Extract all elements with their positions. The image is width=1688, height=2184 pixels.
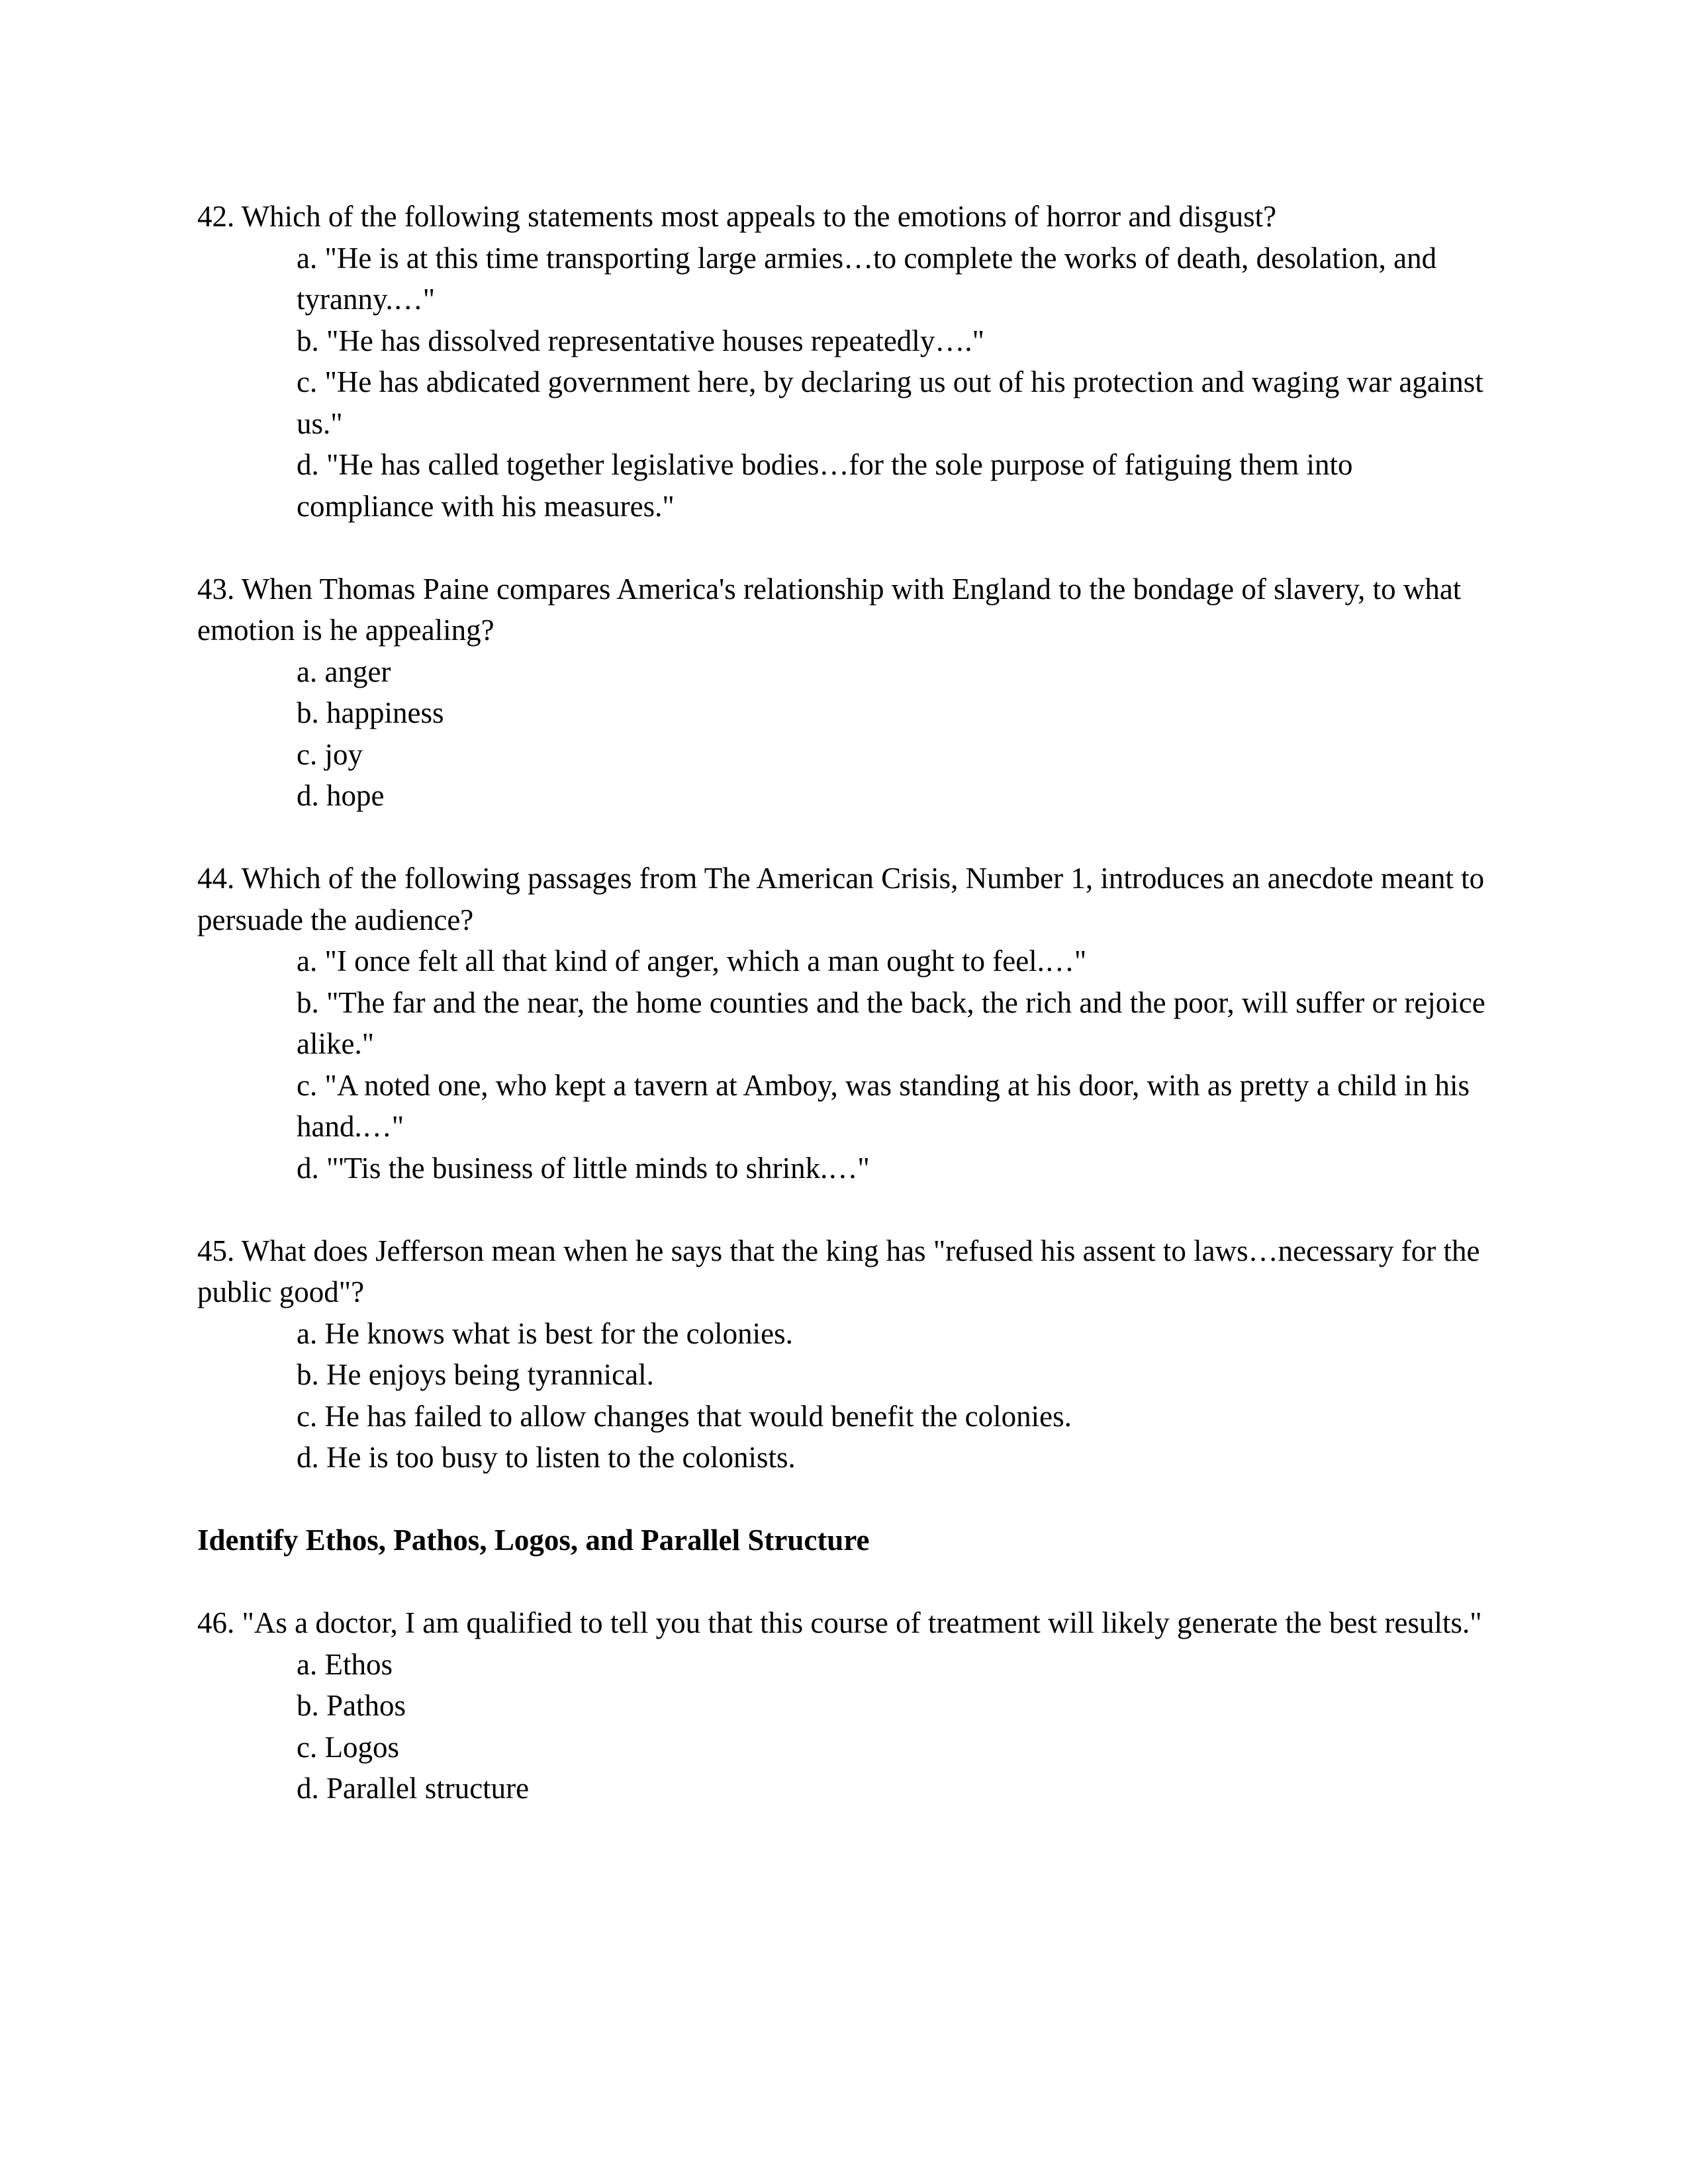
answer-options [197, 238, 1495, 527]
section-heading: Identify Ethos, Pathos, Logos, and Parallel Structure [197, 1524, 870, 1557]
question-43 [197, 569, 1495, 817]
question-text: 42. Which of the following statements most appeals to the emotions of horror and disgust? [197, 200, 1277, 233]
question-46 [197, 1602, 1495, 1809]
answer-options [197, 651, 1495, 817]
question-42 [197, 196, 1495, 527]
answer-option-a: a. "He is at this time transporting large armies…to complete the works of death, desolation, and tyranny.…" [297, 241, 1437, 316]
answer-option-c: c. He has failed to allow changes that would benefit the colonies. [297, 1399, 1072, 1433]
answer-option-d: d. "'Tis the business of little minds to shrink.…" [297, 1151, 870, 1185]
answer-option-b: b. "He has dissolved representative houses repeatedly…." [297, 324, 984, 357]
answer-option-a: a. He knows what is best for the colonies. [297, 1316, 793, 1350]
answer-option-b: b. happiness [297, 696, 444, 729]
question-text: 45. What does Jefferson mean when he says that the king has "refused his assent to laws…necessary for the public good"? [197, 1234, 1480, 1308]
answer-option-a: a. "I once felt all that kind of anger, which a man ought to feel.…" [297, 944, 1087, 978]
question-text: 43. When Thomas Paine compares America's relationship with England to the bondage of slavery, to what emotion is he appealing? [197, 572, 1462, 647]
question-45 [197, 1230, 1495, 1479]
answer-options [197, 940, 1495, 1189]
question-44 [197, 858, 1495, 1189]
answer-option-c: c. "He has abdicated government here, by declaring us out of his protection and waging war against us." [297, 365, 1483, 440]
answer-option-c: c. "A noted one, who kept a tavern at Amboy, was standing at his door, with as pretty a child in his hand.…" [297, 1068, 1470, 1143]
answer-option-b: b. Pathos [297, 1689, 406, 1722]
answer-option-c: c. joy [297, 737, 363, 771]
question-text: 46. "As a doctor, I am qualified to tell you that this course of treatment will likely generate the best results." [197, 1606, 1482, 1639]
answer-option-a: a. anger [297, 655, 391, 688]
answer-option-b: b. "The far and the near, the home counties and the back, the rich and the poor, will suffer or rejoice alike." [297, 985, 1485, 1060]
question-text: 44. Which of the following passages from The American Crisis, Number 1, introduces an anecdote meant to persuade the audience? [197, 862, 1485, 936]
answer-option-d: d. "He has called together legislative bodies…for the sole purpose of fatiguing them into compliance with his measures." [297, 448, 1353, 523]
answer-options [197, 1644, 1495, 1809]
page-content [197, 196, 1495, 1850]
answer-option-d: d. He is too busy to listen to the colonists. [297, 1441, 796, 1474]
answer-option-d: d. hope [297, 779, 385, 812]
answer-options [197, 1313, 1495, 1479]
answer-option-c: c. Logos [297, 1730, 399, 1764]
answer-option-b: b. He enjoys being tyrannical. [297, 1358, 654, 1391]
answer-option-a: a. Ethos [297, 1647, 393, 1681]
answer-option-d: d. Parallel structure [297, 1772, 530, 1805]
